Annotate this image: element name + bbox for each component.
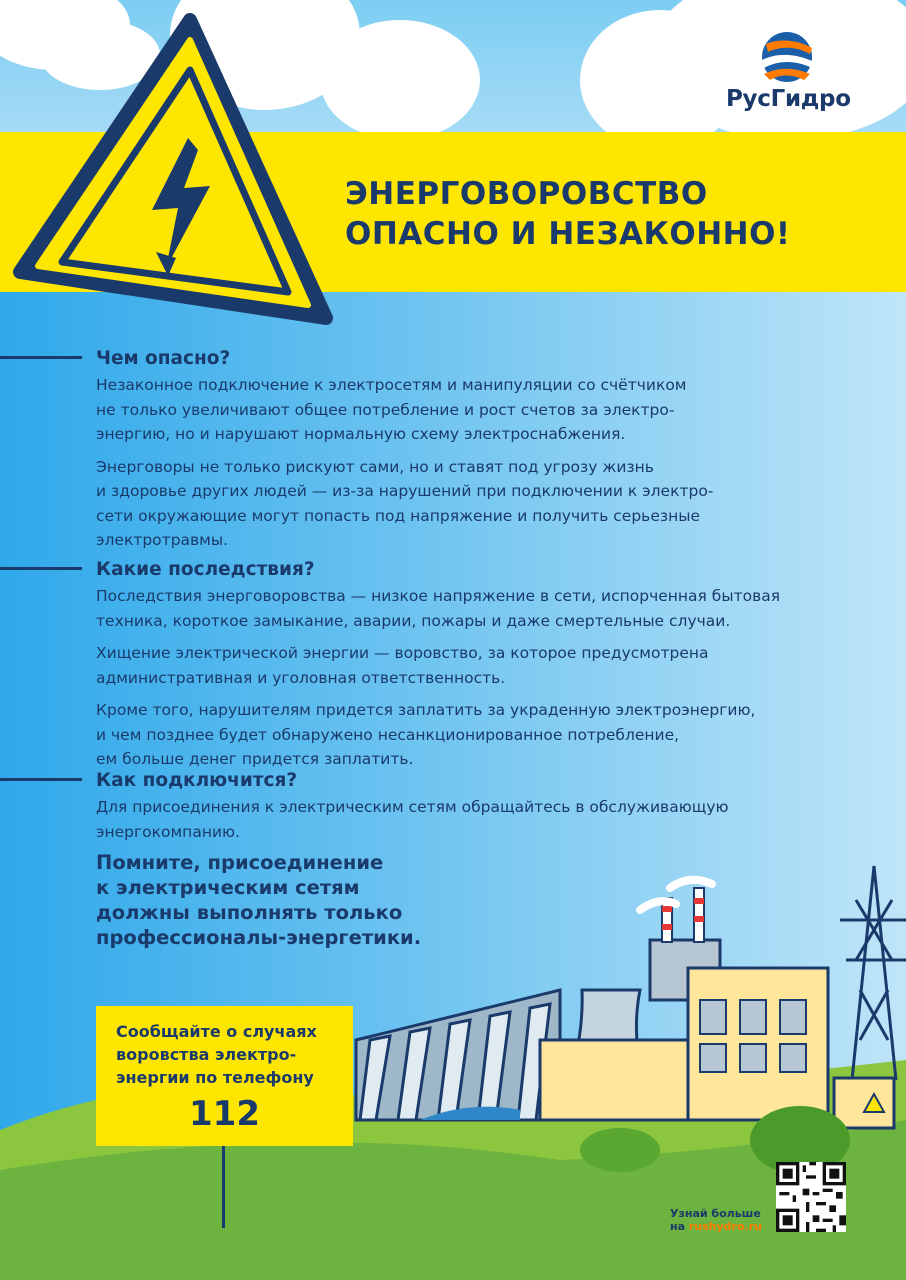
section-rule xyxy=(0,778,82,781)
section-paragraph: Для присоединения к электрическим сетям обращайтесь в обслуживающую энергокомпанию. xyxy=(96,798,729,841)
sign-post xyxy=(222,1146,225,1228)
website-link[interactable]: rushydro.ru xyxy=(688,1220,762,1233)
section-consequences xyxy=(96,558,866,780)
report-sign xyxy=(96,1006,353,1146)
section-rule xyxy=(0,356,82,359)
section-paragraph: Незаконное подключение к электросетям и манипуляции со счётчиком не только увеличивают общее потребление и рост счетов за электро- энергию, но и нарушают нормальную схему электроснабжения. xyxy=(96,376,687,443)
section-paragraph: Последствия энерговоровства — низкое напряжение в сети, испорченная бытовая техника, короткое замыкание, аварии, пожары и даже смертельные случаи. xyxy=(96,587,781,630)
section-paragraph: Энерговоры не только рискуют сами, но и ставят под угрозу жизнь и здоровье других людей — из-за нарушений при подключении к электро- сети окружающие могут попасть под напряжение и получить серьезные электротравмы. xyxy=(96,457,714,549)
cloud xyxy=(320,20,480,140)
learn-more-label: Узнай больше xyxy=(670,1207,761,1220)
section-heading: Какие последствия? xyxy=(96,559,315,580)
phone-number: 112 xyxy=(189,1094,260,1134)
section-heading: Как подключится? xyxy=(96,770,298,791)
qr-code-icon[interactable] xyxy=(776,1162,846,1232)
page-title xyxy=(345,174,791,254)
section-paragraph: Кроме того, нарушителям придется заплатить за украденную электроэнергию, и чем позднее будет обнаружено несанкционированное потребление, ем больше денег придется заплатить. xyxy=(96,701,756,768)
title-line-1: ЭНЕРГОВОРОВСТВО xyxy=(345,176,708,212)
sign-text: Сообщайте о случаях воровства электро- энергии по телефону xyxy=(116,1022,317,1087)
learn-more xyxy=(670,1207,762,1233)
reminder-text: Помните, присоединение к электрическим сетям должны выполнять только профессионалы-энергетики. xyxy=(96,851,422,949)
section-danger xyxy=(96,347,866,561)
title-line-2: ОПАСНО И НЕЗАКОННО! xyxy=(345,216,791,252)
high-voltage-warning-icon xyxy=(0,0,340,340)
learn-more-prefix: на xyxy=(670,1220,686,1233)
brand-name: РусГидро xyxy=(726,86,851,112)
section-paragraph: Хищение электрической энергии — воровство, за которое предусмотрена административная и уголовная ответственность. xyxy=(96,644,709,687)
section-heading: Чем опасно? xyxy=(96,348,231,369)
section-connect xyxy=(96,769,866,852)
section-rule xyxy=(0,567,82,570)
